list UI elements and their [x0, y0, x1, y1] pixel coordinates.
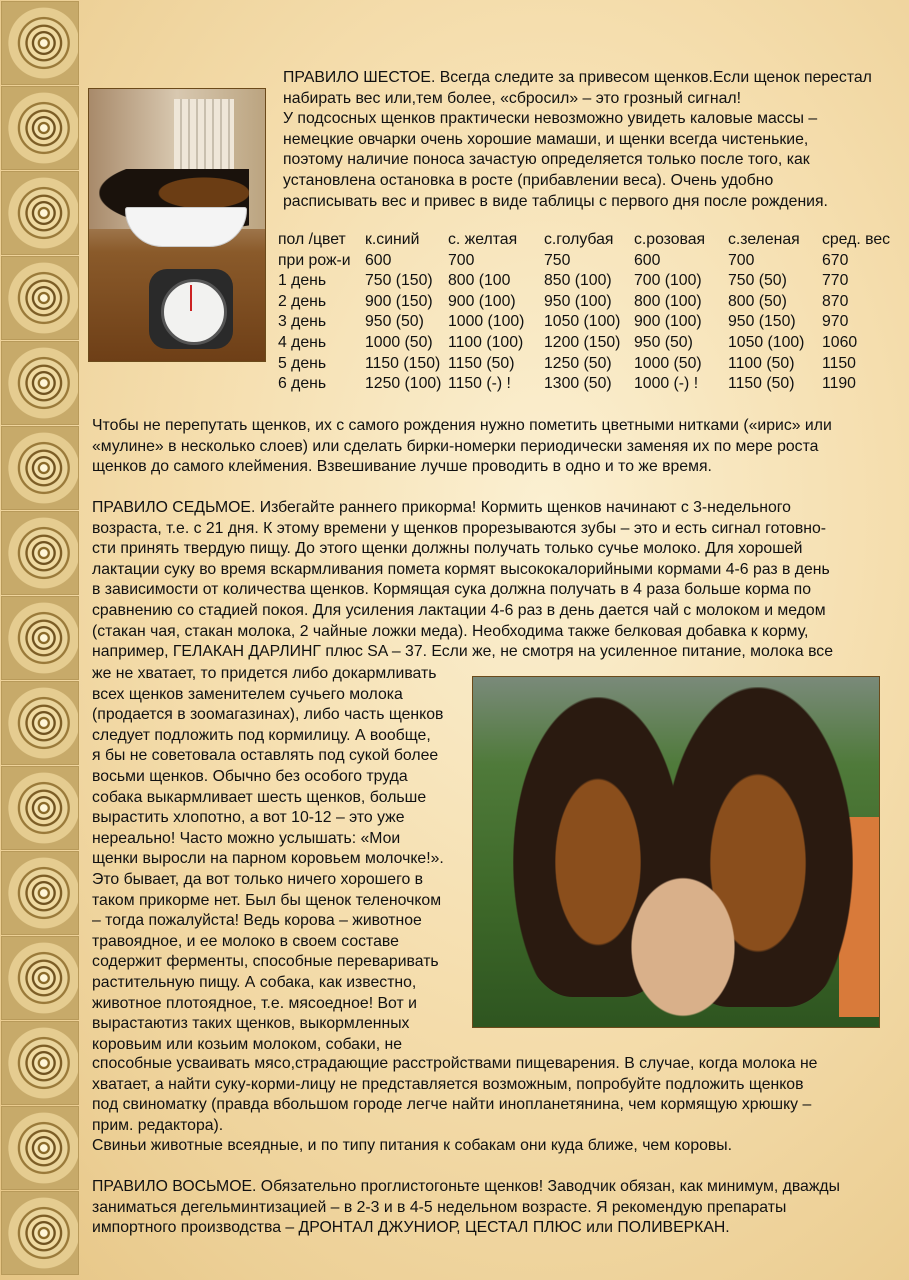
text-line: импортного производства – ДРОНТАЛ ДЖУНИОР, ЦЕСТАЛ ПЛЮС или ПОЛИВЕРКАН.: [92, 1219, 730, 1237]
table-cell: 1050 (100): [728, 333, 805, 351]
table-header-cell: к.синий: [365, 231, 420, 248]
table-cell: 1100 (50): [728, 354, 795, 372]
table-cell: 950 (50): [365, 313, 424, 331]
table-cell: 770: [822, 272, 849, 290]
text-line: собака выкармливает шесть щенков, больше: [92, 788, 427, 806]
text-line: установлена остановка в росте (прибавлении веса). Очень удобно: [283, 171, 774, 189]
table-cell: 3 день: [278, 313, 327, 331]
two-puppies-photo: [472, 676, 880, 1028]
text-line: щенков до самого клеймения. Взвешивание лучше проводить в одно и то же время.: [92, 458, 712, 476]
table-cell: 900 (100): [448, 292, 516, 310]
table-cell: 1000 (50): [365, 333, 433, 351]
table-header-cell: с.розовая: [634, 231, 706, 248]
fractal-tile: [1, 171, 79, 255]
table-cell: 600: [634, 251, 661, 269]
text-line: содержит ферменты, способные переваривать: [92, 953, 439, 971]
table-cell: 2 день: [278, 292, 327, 310]
table-cell: 1250 (50): [544, 354, 612, 372]
fractal-tile: [1, 851, 79, 935]
fractal-tile: [1, 86, 79, 170]
text-line: например, ГЕЛАКАН ДАРЛИНГ плюс SA – 37. Если же, не смотря на усиленное питание, молока все: [92, 643, 833, 661]
table-cell: 800 (100: [448, 272, 511, 290]
table-cell: 1000 (-) !: [634, 375, 699, 393]
decorative-fractal-border: [0, 0, 80, 1280]
text-line: хватает, а найти суку-корми-лицу не представляется возможным, попробуйте подложить щенков: [92, 1075, 804, 1093]
table-cell: 1150 (150): [365, 354, 441, 372]
table-cell: 5 день: [278, 354, 327, 372]
table-cell: 850 (100): [544, 272, 612, 290]
table-cell: 4 день: [278, 333, 327, 351]
rule-seven-wrapped-text: [92, 664, 444, 1055]
table-cell: 600: [365, 251, 392, 269]
fractal-tile: [1, 426, 79, 510]
marking-paragraph: [92, 416, 832, 478]
table-cell: 900 (100): [634, 313, 702, 331]
text-line: растительную пищу. А собака, как известно,: [92, 973, 417, 991]
text-line: ПРАВИЛО ВОСЬМОЕ. Обязательно проглистогоньте щенков! Заводчик обязан, как минимум, дважды: [92, 1178, 840, 1195]
table-cell: 1150 (-) !: [448, 375, 511, 393]
fractal-tile: [1, 1, 79, 85]
text-line: немецкие овчарки очень хорошие мамаши, и щенки всегда чистенькие,: [283, 130, 809, 148]
fractal-tile: [1, 341, 79, 425]
text-line: коровьим или козьим молоком, собаки, не: [92, 1035, 402, 1053]
table-cell: 1000 (100): [448, 313, 525, 331]
fractal-tile: [1, 256, 79, 340]
table-cell: 1 день: [278, 272, 327, 290]
text-line: набирать вес или,тем более, «сбросил» – это грозный сигнал!: [283, 89, 741, 107]
text-line: «мулине» в несколько слоев) или сделать бирки-номерки периодически заменяя их по мере роста: [92, 437, 819, 455]
text-line: нереально! Часто можно услышать: «Мои: [92, 829, 401, 847]
rule-eight-paragraph: [92, 1177, 840, 1239]
text-line: (стакан чая, стакан молока, 2 чайные ложки меда). Необходима также белковая добавка к корму,: [92, 622, 809, 640]
text-line: щенки выросли на парном коровьем молочке!».: [92, 850, 444, 868]
table-cell: 700 (100): [634, 272, 702, 290]
fractal-tile: [1, 1021, 79, 1105]
table-cell: 1150: [822, 354, 856, 372]
table-cell: 6 день: [278, 375, 327, 393]
rule-seven-paragraph: [92, 498, 833, 663]
fractal-tile: [1, 936, 79, 1020]
table-cell: 1100 (100): [448, 333, 524, 351]
table-header-cell: пол /цвет: [278, 231, 346, 248]
rule-six-paragraph: [283, 68, 872, 212]
table-header-cell: с. желтая: [448, 231, 518, 248]
text-line: Свиньи животные всеядные, и по типу питания к собакам они куда ближе, чем коровы.: [92, 1137, 733, 1155]
table-cell: 700: [448, 251, 475, 269]
table-cell: 950 (50): [634, 333, 693, 351]
table-cell: 950 (100): [544, 292, 612, 310]
text-line: расписывать вес и привес в виде таблицы с первого дня после рождения.: [283, 192, 828, 210]
fractal-tile: [1, 596, 79, 680]
table-cell: 1250 (100): [365, 375, 442, 393]
text-line: лактации суку во время вскармливания помета кормят высококалорийными кормами 4-6 раз в день: [92, 560, 830, 578]
table-cell: 900 (150): [365, 292, 433, 310]
text-line: вырастить хлопотно, а вот 10-12 – это уже: [92, 809, 405, 827]
text-line: ПРАВИЛО ШЕСТОЕ. Всегда следите за привесом щенков.Если щенок перестал: [283, 69, 872, 86]
table-cell: 750 (50): [728, 272, 787, 290]
text-line: животное плотоядное, т.е. мясоедное! Вот и: [92, 994, 417, 1012]
text-line: вырастаютиз таких щенков, выкормленных: [92, 1015, 410, 1033]
text-line: заниматься дегельминтизацией – в 2-3 и в 4-5 недельном возрасте. Я рекомендую препараты: [92, 1198, 787, 1216]
fractal-tile: [1, 1191, 79, 1275]
table-header-cell: сред. вес: [822, 231, 891, 248]
table-cell: 800 (50): [728, 292, 787, 310]
fractal-tile: [1, 681, 79, 765]
fractal-tile: [1, 1106, 79, 1190]
table-cell: 1300 (50): [544, 375, 612, 393]
table-cell: 670: [822, 251, 849, 269]
table-cell: 750 (150): [365, 272, 433, 290]
table-cell: 1000 (50): [634, 354, 702, 372]
text-line: я бы не советовала оставлять под сукой более: [92, 747, 439, 765]
text-line: травоядное, и ее молоко в своем составе: [92, 932, 399, 950]
rule-seven-continued: [92, 1054, 817, 1157]
table-cell: 800 (100): [634, 292, 702, 310]
table-cell: 700: [728, 251, 755, 269]
text-line: прим. редактора).: [92, 1116, 224, 1134]
table-cell: 1200 (150): [544, 333, 621, 351]
text-line: – тогда пожалуйста! Ведь корова – животное: [92, 912, 422, 930]
text-line: таком прикорме нет. Был бы щенок теленочком: [92, 891, 442, 909]
table-cell: 1150 (50): [448, 354, 515, 372]
text-line: (продается в зоомагазинах), либо часть щенков: [92, 706, 444, 724]
table-cell: 1060: [822, 333, 858, 351]
text-line: ПРАВИЛО СЕДЬМОЕ. Избегайте раннего прикорма! Кормить щенков начинают с 3-недельного: [92, 499, 791, 516]
text-line: следует подложить под кормилицу. А вообще,: [92, 726, 431, 744]
text-line: Чтобы не перепутать щенков, их с самого рождения нужно пометить цветными нитками («ирис» или: [92, 417, 832, 434]
table-cell: при рож-и: [278, 251, 351, 269]
text-line: всех щенков заменителем сучьего молока: [92, 685, 403, 703]
text-line: способные усваивать мясо,страдающие расстройствами пищеварения. В случае, когда молока не: [92, 1055, 818, 1072]
text-line: же не хватает, то придется либо докармливать: [92, 665, 437, 682]
table-cell: 1150 (50): [728, 375, 795, 393]
text-line: Это бывает, да вот только ничего хорошего в: [92, 870, 424, 888]
table-cell: 970: [822, 313, 849, 331]
table-cell: 1050 (100): [544, 313, 621, 331]
text-line: в зависимости от количества щенков. Кормящая сука должна получать в 4 раза больше корма по: [92, 581, 811, 599]
text-line: сравнению со стадией покоя. Для усиления лактации 4-6 раз в день дается чай с молоком и медом: [92, 601, 826, 619]
text-line: возраста, т.е. с 21 дня. К этому времени у щенков прорезываются зубы – это и есть сигнал готовно-: [92, 519, 827, 537]
puppy-on-scale-photo: [88, 88, 266, 362]
fractal-tile: [1, 511, 79, 595]
table-cell: 950 (150): [728, 313, 796, 331]
table-cell: 1190: [822, 375, 856, 393]
text-line: под свиноматку (правда вбольшом городе легче найти инопланетянина, чем кормящую хрюшку –: [92, 1096, 812, 1114]
fractal-tile: [1, 766, 79, 850]
table-header-cell: с.голубая: [544, 231, 614, 248]
table-cell: 870: [822, 292, 849, 310]
text-line: восьми щенков. Обычно без особого труда: [92, 767, 408, 785]
text-line: У подсосных щенков практически невозможно увидеть каловые массы –: [283, 110, 818, 128]
table-header-cell: с.зеленая: [728, 231, 800, 248]
text-line: сти принять твердую пищу. До этого щенки должны получать только сучье молоко. Для хорошей: [92, 540, 803, 558]
table-cell: 750: [544, 251, 571, 269]
text-line: поэтому наличие поноса зачастую определяется только после того, как: [283, 151, 810, 169]
